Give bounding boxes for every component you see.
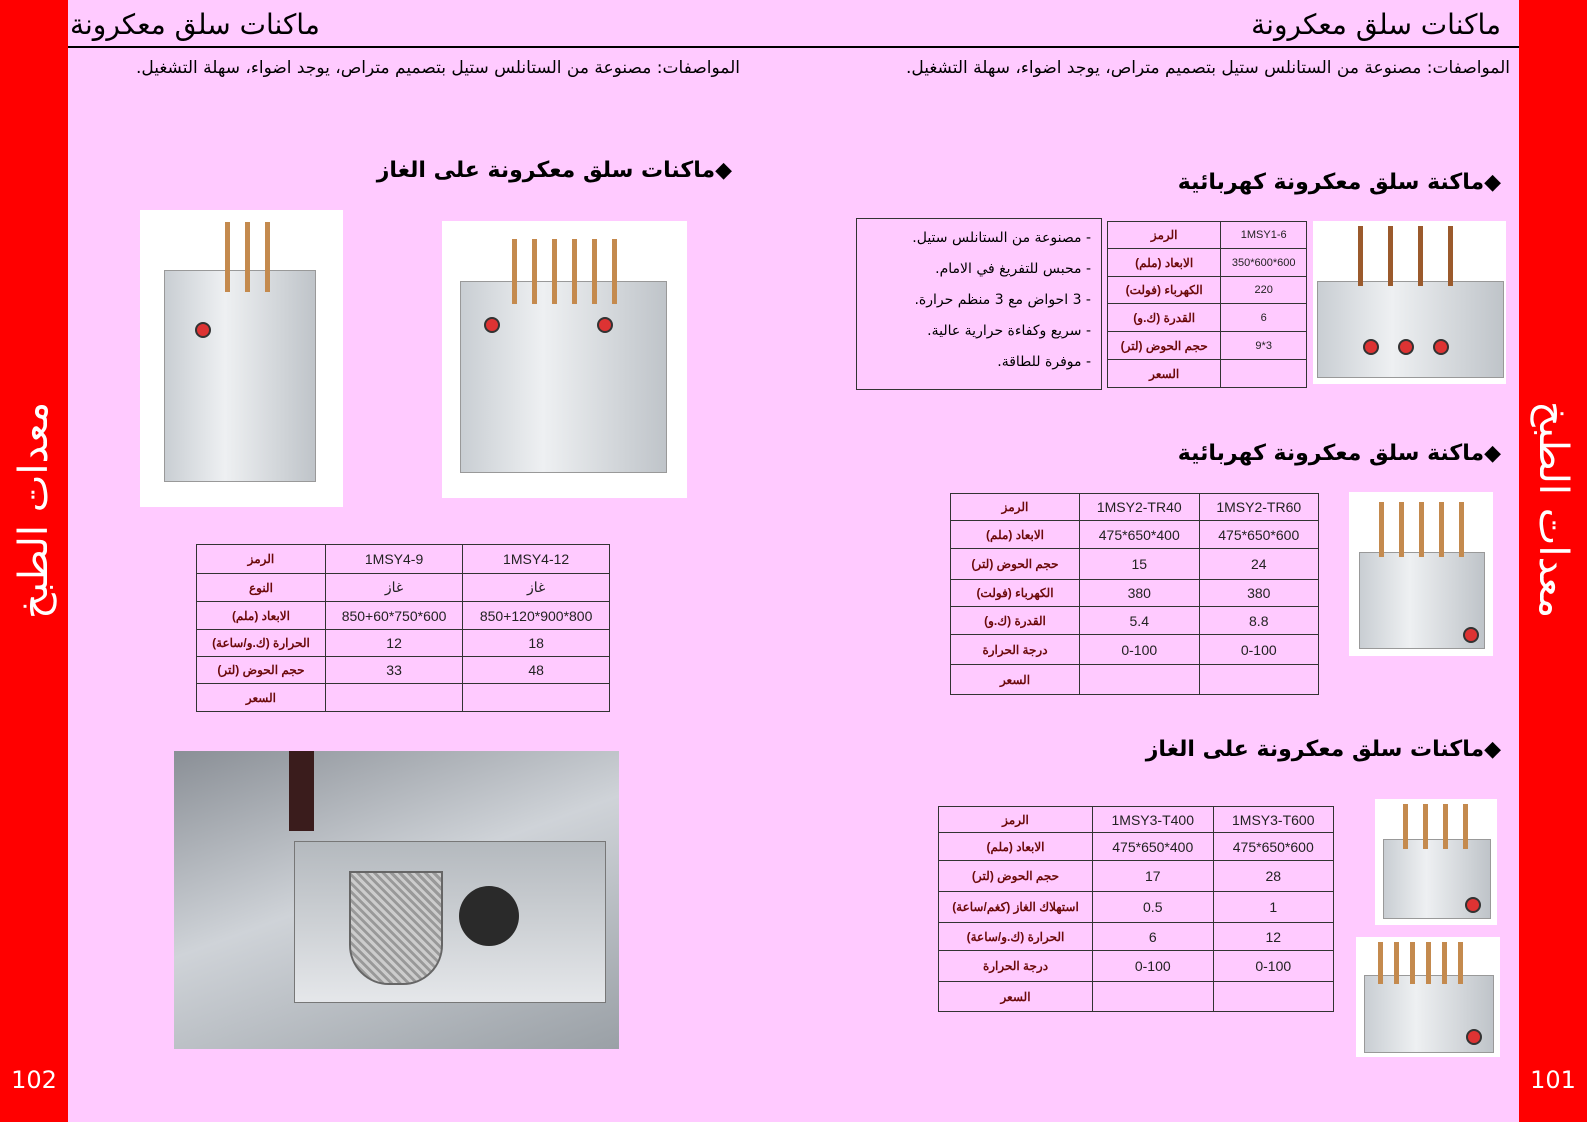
right-spec-table-3 bbox=[938, 806, 1334, 1012]
table-cell: 600*650*475 bbox=[1213, 833, 1334, 861]
table-cell: استهلاك الغاز (كغم/ساعة) bbox=[939, 892, 1093, 923]
header-rule bbox=[68, 46, 1519, 48]
table-cell: الحرارة (ك.و/ساعة) bbox=[939, 923, 1093, 951]
table-cell: 17 bbox=[1093, 861, 1214, 892]
table-cell: 0-100 bbox=[1080, 635, 1200, 665]
table-cell: درجة الحرارة bbox=[951, 635, 1080, 665]
right-section2-title: ◆ماكنة سلق معكرونة كهربائية bbox=[1177, 441, 1501, 466]
table-cell: النوع bbox=[197, 574, 326, 602]
right-spec-table-1 bbox=[1107, 221, 1307, 388]
list-item: - مصنوعة من الستانلس ستيل. bbox=[912, 230, 1091, 246]
table-cell: 600*750*850+60 bbox=[325, 602, 462, 630]
table-cell: 1MSY4-12 bbox=[463, 545, 610, 574]
table-cell bbox=[1199, 665, 1319, 695]
table-cell bbox=[463, 684, 610, 712]
table-cell: 8.8 bbox=[1199, 607, 1319, 635]
table-cell: السعر bbox=[197, 684, 326, 712]
left-page-number: 102 bbox=[11, 1066, 57, 1094]
table-cell: 0-100 bbox=[1093, 951, 1214, 982]
table-cell: 1MSY2-TR40 bbox=[1080, 494, 1200, 521]
table-cell: 0.5 bbox=[1093, 892, 1214, 923]
table-cell: 1MSY1-6 bbox=[1221, 222, 1307, 249]
left-side-title: معدات الطبخ bbox=[11, 401, 57, 619]
right-spec-text: المواصفات: مصنوعة من الستانلس ستيل بتصميم متراص، يوجد اضواء، سهلة التشغيل. bbox=[905, 58, 1510, 78]
table-cell: 400*650*475 bbox=[1093, 833, 1214, 861]
right-side-bar bbox=[1519, 0, 1587, 1122]
table-cell: الكهرباء (فولت) bbox=[951, 580, 1080, 607]
table-cell: 600*600*350 bbox=[1221, 249, 1307, 277]
table-cell: الرمز bbox=[951, 494, 1080, 521]
table-cell bbox=[325, 684, 462, 712]
feature-bullet-list bbox=[856, 218, 1102, 390]
table-cell: 400*650*475 bbox=[1080, 521, 1200, 549]
table-cell: 1MSY4-9 bbox=[325, 545, 462, 574]
table-cell: الحرارة (ك.و/ساعة) bbox=[197, 630, 326, 657]
table-cell: 220 bbox=[1221, 277, 1307, 304]
table-cell: 380 bbox=[1080, 580, 1200, 607]
table-cell: الابعاد (ملم) bbox=[939, 833, 1093, 861]
table-cell: 15 bbox=[1080, 549, 1200, 580]
table-cell: 33 bbox=[325, 657, 462, 684]
table-cell: 1MSY3-T400 bbox=[1093, 807, 1214, 833]
table-cell: 24 bbox=[1199, 549, 1319, 580]
table-cell bbox=[1080, 665, 1200, 695]
table-cell: 1MSY2-TR60 bbox=[1199, 494, 1319, 521]
table-cell: السعر bbox=[1108, 360, 1221, 388]
table-cell: 1MSY3-T600 bbox=[1213, 807, 1334, 833]
table-cell: 380 bbox=[1199, 580, 1319, 607]
right-side-title: معدات الطبخ bbox=[1530, 401, 1576, 619]
left-section-title: ◆ماكنات سلق معكرونة على الغاز bbox=[376, 158, 732, 183]
table-cell: حجم الحوض (لتر) bbox=[1108, 332, 1221, 360]
table-cell: 6 bbox=[1093, 923, 1214, 951]
electric-pasta-cooker-countertop-image bbox=[1349, 492, 1493, 656]
table-cell: الابعاد (ملم) bbox=[951, 521, 1080, 549]
right-section3-title: ◆ماكنات سلق معكرونة على الغاز bbox=[1145, 737, 1501, 762]
table-cell: درجة الحرارة bbox=[939, 951, 1093, 982]
table-cell: الابعاد (ملم) bbox=[1108, 249, 1221, 277]
table-cell: الرمز bbox=[1108, 222, 1221, 249]
table-cell: القدرة (ك.و) bbox=[951, 607, 1080, 635]
table-cell: السعر bbox=[951, 665, 1080, 695]
table-cell bbox=[1221, 360, 1307, 388]
list-item: - سريع وكفاءة حرارية عالية. bbox=[927, 323, 1091, 339]
pasta-baskets-photo bbox=[174, 751, 619, 1049]
gas-pasta-cooker-small-image bbox=[1375, 799, 1497, 925]
table-cell: الابعاد (ملم) bbox=[197, 602, 326, 630]
table-cell: 6 bbox=[1221, 304, 1307, 332]
right-spec-table-2 bbox=[950, 493, 1319, 695]
table-cell: الرمز bbox=[939, 807, 1093, 833]
table-cell: 3*9 bbox=[1221, 332, 1307, 360]
table-cell: 18 bbox=[463, 630, 610, 657]
table-cell: حجم الحوض (لتر) bbox=[951, 549, 1080, 580]
table-cell: الرمز bbox=[197, 545, 326, 574]
left-spec-text: المواصفات: مصنوعة من الستانلس ستيل بتصميم متراص، يوجد اضواء، سهلة التشغيل. bbox=[135, 58, 740, 78]
table-cell: 5.4 bbox=[1080, 607, 1200, 635]
table-cell: حجم الحوض (لتر) bbox=[197, 657, 326, 684]
gas-pasta-cooker-double-image bbox=[442, 221, 687, 498]
table-cell: غاز bbox=[463, 574, 610, 602]
list-item: - موفرة للطاقة. bbox=[997, 354, 1091, 370]
table-cell: 12 bbox=[1213, 923, 1334, 951]
table-cell bbox=[1093, 982, 1214, 1012]
table-cell: 0-100 bbox=[1199, 635, 1319, 665]
table-cell: 600*650*475 bbox=[1199, 521, 1319, 549]
table-cell: 48 bbox=[463, 657, 610, 684]
gas-pasta-cooker-large-image bbox=[1356, 937, 1500, 1057]
electric-pasta-cooker-3-basin-image bbox=[1313, 221, 1506, 384]
table-cell: غاز bbox=[325, 574, 462, 602]
gas-pasta-cooker-single-image bbox=[140, 210, 343, 507]
list-item: - محبس للتفريغ في الامام. bbox=[935, 261, 1091, 277]
table-cell: القدرة (ك.و) bbox=[1108, 304, 1221, 332]
table-cell: الكهرباء (فولت) bbox=[1108, 277, 1221, 304]
left-side-bar bbox=[0, 0, 68, 1122]
table-cell: 12 bbox=[325, 630, 462, 657]
left-page-title: ماكنات سلق معكرونة bbox=[70, 8, 320, 41]
table-cell: 800*900*850+120 bbox=[463, 602, 610, 630]
table-cell bbox=[1213, 982, 1334, 1012]
right-section1-title: ◆ماكنة سلق معكرونة كهربائية bbox=[1177, 170, 1501, 195]
table-cell: 0-100 bbox=[1213, 951, 1334, 982]
table-cell: 1 bbox=[1213, 892, 1334, 923]
right-page-number: 101 bbox=[1530, 1066, 1576, 1094]
left-spec-table bbox=[196, 544, 610, 712]
right-page-title: ماكنات سلق معكرونة bbox=[1251, 8, 1501, 41]
table-cell: حجم الحوض (لتر) bbox=[939, 861, 1093, 892]
table-cell: 28 bbox=[1213, 861, 1334, 892]
list-item: - 3 احواض مع 3 منظم حرارة. bbox=[914, 292, 1091, 308]
table-cell: السعر bbox=[939, 982, 1093, 1012]
